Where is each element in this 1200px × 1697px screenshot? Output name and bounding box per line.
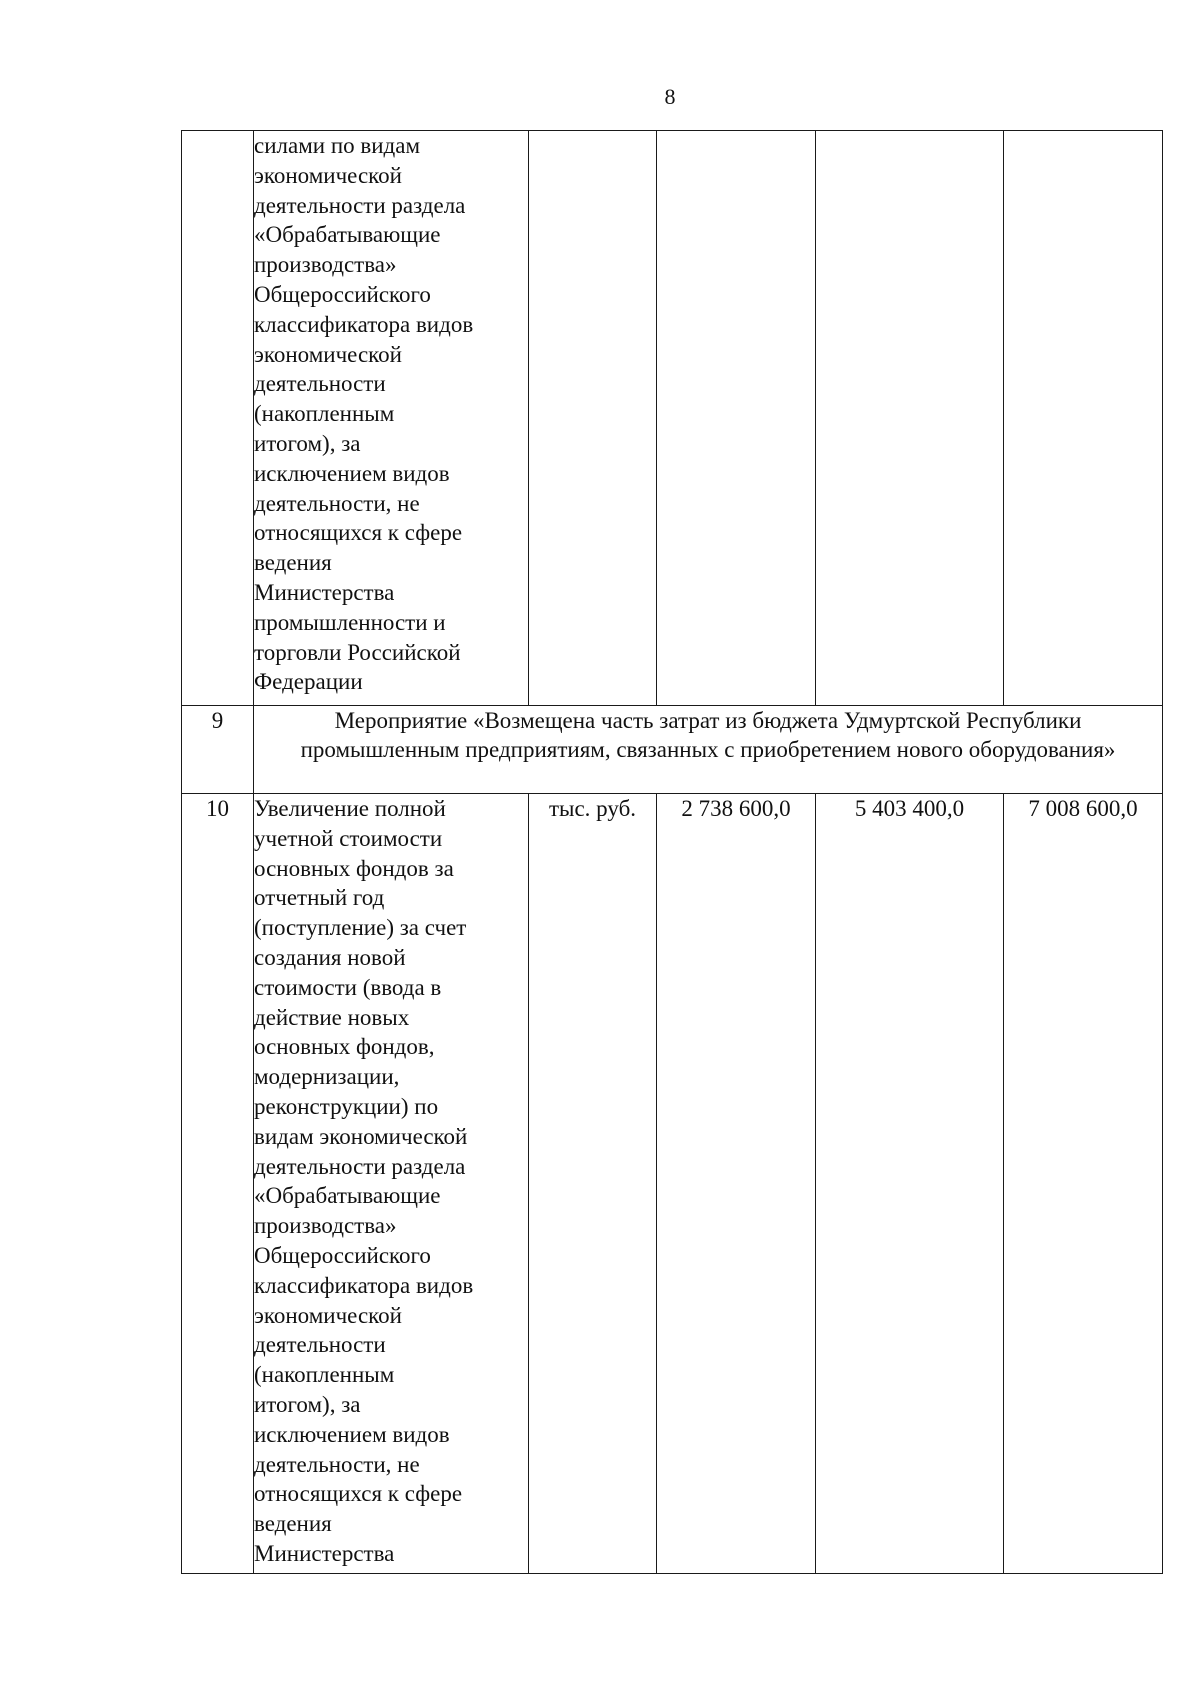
table-row-continuation xyxy=(182,131,1163,706)
unit-cell xyxy=(529,131,657,706)
table-row-event xyxy=(182,706,1163,794)
table-row-indicator-10 xyxy=(182,794,1163,1574)
unit-cell: тыс. руб. xyxy=(529,794,657,1574)
value-cell-1: 2 738 600,0 xyxy=(657,794,816,1574)
value-cell-2 xyxy=(816,131,1004,706)
indicator-table xyxy=(181,130,1163,1574)
event-title-cell: Мероприятие «Возмещена часть затрат из бюджета Удмуртской Республики промышленным предприятиям, связанных с приобретением нового оборудования» xyxy=(254,706,1163,794)
row-number-cell xyxy=(182,131,254,706)
indicator-name-text: силами по видам экономической деятельности раздела «Обрабатывающие производства» Общероссийского классификатора видов экономической деятельности (накопленным итогом), за исключением видов деятельности, не относящихся к сфере ведения Министерства промышленности и торговли Российской Федерации xyxy=(254,133,474,695)
row-number-cell: 9 xyxy=(182,706,254,794)
indicator-name-cell xyxy=(254,131,529,706)
value-cell-3: 7 008 600,0 xyxy=(1004,794,1163,1574)
indicator-name-cell xyxy=(254,794,529,1574)
indicator-name-text: Увеличение полной учетной стоимости основных фондов за отчетный год (поступление) за счет создания новой стоимости (ввода в действие новых основных фондов, модернизации, реконструкции) по видам экономической деятельности раздела «Обрабатывающие производства» Общероссийского классификатора видов экономической деятельности (накопленным итогом), за исключением видов деятельности, не относящихся к сфере ведения Министерства xyxy=(254,796,474,1566)
value-cell-2: 5 403 400,0 xyxy=(816,794,1004,1574)
value-cell-3 xyxy=(1004,131,1163,706)
page-number: 8 xyxy=(664,84,676,109)
value-cell-1 xyxy=(657,131,816,706)
row-number-cell: 10 xyxy=(182,794,254,1574)
